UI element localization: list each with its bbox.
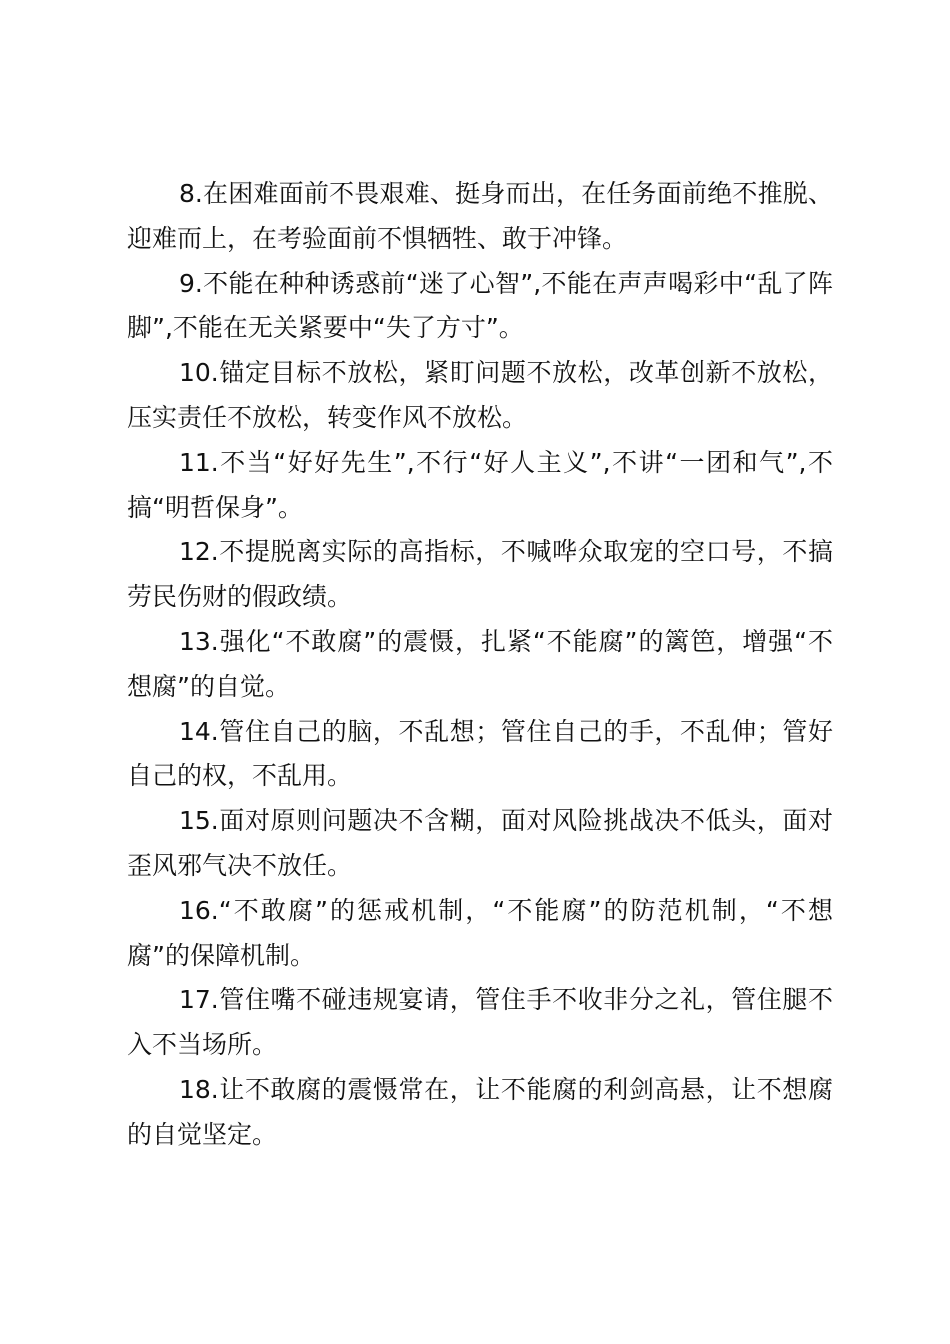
paragraph-item-11: 11.不当“好好先生”,不行“好人主义”,不讲“一团和气”,不搞“明哲保身”。 — [127, 447, 833, 522]
paragraph-item-8: 8.在困难面前不畏艰难、挺身而出，在任务面前绝不推脱、迎难而上，在考验面前不惧牺牲、敢于冲锋。 — [127, 179, 833, 253]
paragraph-item-9: 9.不能在种种诱惑前“迷了心智”,不能在声声喝彩中“乱了阵脚”,不能在无关紧要中“失了方寸”。 — [127, 268, 833, 343]
paragraph-item-17: 17.管住嘴不碰违规宴请，管住手不收非分之礼，管住腿不入不当场所。 — [127, 985, 833, 1060]
document-body — [127, 172, 833, 1158]
paragraph-item-12: 12.不提脱离实际的高指标，不喊哗众取宠的空口号，不搞劳民伤财的假政绩。 — [127, 537, 833, 612]
paragraph-item-10: 10.锚定目标不放松，紧盯问题不放松，改革创新不放松，压实责任不放松，转变作风不放松。 — [127, 358, 833, 432]
paragraph-item-14: 14.管住自己的脑，不乱想；管住自己的手，不乱伸；管好自己的权，不乱用。 — [127, 716, 833, 791]
paragraph-item-13: 13.强化“不敢腐”的震慑，扎紧“不能腐”的篱笆，增强“不想腐”的自觉。 — [127, 626, 833, 701]
paragraph-item-18: 18.让不敢腐的震慑常在，让不能腐的利剑高悬，让不想腐的自觉坚定。 — [127, 1074, 833, 1149]
paragraph-item-15: 15.面对原则问题决不含糊，面对风险挑战决不低头，面对歪风邪气决不放任。 — [127, 806, 833, 880]
paragraph-item-16: 16.“不敢腐”的惩戒机制，“不能腐”的防范机制，“不想腐”的保障机制。 — [127, 895, 833, 970]
